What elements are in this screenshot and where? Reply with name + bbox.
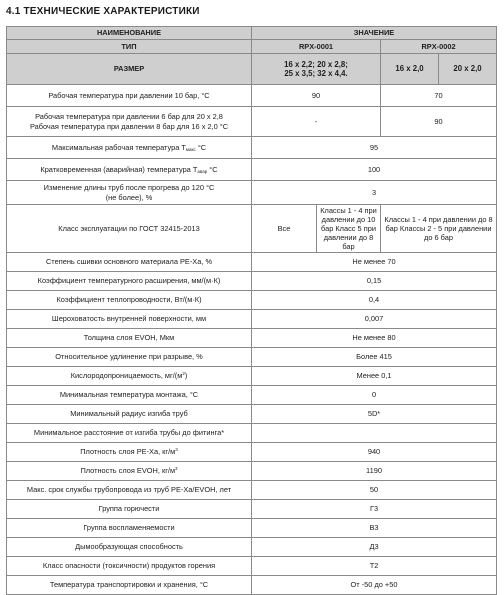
size-rpx-0001: 16 х 2,2; 20 х 2,8; 25 х 3,5; 32 х 4,4.: [252, 54, 381, 85]
table-row: [7, 85, 497, 107]
row-label: Рабочая температура при давлении 10 бар, °С: [7, 85, 252, 107]
table-row: [7, 462, 497, 481]
row-label: Относительное удлинение при разрыве, %: [7, 348, 252, 367]
row-value: 3: [252, 181, 497, 205]
model-rpx-0001: RPX-0001: [252, 40, 381, 54]
row-value: [252, 424, 497, 443]
row-label: Группа горючести: [7, 500, 252, 519]
row-value: Классы 1 - 4 при давлении до 8 бар Классы 2 - 5 при давлении до 6 бар: [381, 205, 497, 253]
table-row: [7, 310, 497, 329]
row-label: Макс. срок службы трубопровода из труб PE-Xa/EVOH, лет: [7, 481, 252, 500]
size-16x2: 16 х 2,0: [381, 54, 439, 85]
size-20x2: 20 х 2,0: [439, 54, 497, 85]
row-value: 90: [252, 85, 381, 107]
row-label: Коэффициент температурного расширения, мм/(м·К): [7, 272, 252, 291]
row-value: -: [252, 107, 381, 137]
row-value: 0,007: [252, 310, 497, 329]
row-value: 95: [252, 137, 497, 159]
row-value: 5D*: [252, 405, 497, 424]
row-value: Менее 0,1: [252, 367, 497, 386]
section-title: 4.1 ТЕХНИЧЕСКИЕ ХАРАКТЕРИСТИКИ: [6, 6, 200, 17]
row-label: Минимальное расстояние от изгиба трубы до фитинга*: [7, 424, 252, 443]
table-row: [7, 538, 497, 557]
row-value: Не менее 80: [252, 329, 497, 348]
table-header-row: [7, 27, 497, 40]
row-value: Г3: [252, 500, 497, 519]
value-header: ЗНАЧЕНИЕ: [252, 27, 497, 40]
row-label: Толщина слоя EVOH, Мкм: [7, 329, 252, 348]
row-value: Т2: [252, 557, 497, 576]
row-value: В3: [252, 519, 497, 538]
type-row: [7, 40, 497, 54]
table-row: [7, 253, 497, 272]
table-row: [7, 424, 497, 443]
table-row: [7, 159, 497, 181]
row-value: Классы 1 - 4 при давлении до 10 бар Класс 5 при давлении до 8 бар: [317, 205, 381, 253]
table-row: [7, 137, 497, 159]
table-row: [7, 500, 497, 519]
table-row: [7, 107, 497, 137]
table-row: [7, 386, 497, 405]
table-row: [7, 205, 497, 253]
row-label: Температура транспортировки и хранения, °С: [7, 576, 252, 595]
model-rpx-0002: RPX-0002: [381, 40, 497, 54]
row-label: Плотность слоя PE-Xa, $кг/м^3$: [7, 443, 252, 462]
row-label: Плотность слоя EVOH, $кг/м^3$: [7, 462, 252, 481]
table-row: [7, 405, 497, 424]
row-value: Более 415: [252, 348, 497, 367]
table-row: [7, 329, 497, 348]
table-row: [7, 367, 497, 386]
row-label: Минимальный радиус изгиба труб: [7, 405, 252, 424]
row-label: Рабочая температура при давлении 6 бар для 20 х 2,8 Рабочая температура при давлении 8 бар для 16 х 2,0 °С: [7, 107, 252, 137]
row-label: Степень сшивки основного материала PE-Xa, %: [7, 253, 252, 272]
row-label: Изменение длины труб после прогрева до 120 °С (не более), %: [7, 181, 252, 205]
row-value: 100: [252, 159, 497, 181]
row-label: Дымообразующая способность: [7, 538, 252, 557]
row-label: Кислородопроницаемость, $мг/(м^2)$: [7, 367, 252, 386]
type-label: ТИП: [7, 40, 252, 54]
row-label: Класс эксплуатации по ГОСТ 32415-2013: [7, 205, 252, 253]
row-value: 70: [381, 85, 497, 107]
row-value: Д3: [252, 538, 497, 557]
size-row: [7, 54, 497, 85]
table-row: [7, 348, 497, 367]
row-value: 90: [381, 107, 497, 137]
table-row: [7, 181, 497, 205]
row-label: Коэффициент теплопроводности, Вт/(м·К): [7, 291, 252, 310]
table-row: [7, 481, 497, 500]
table-row: [7, 291, 497, 310]
row-value: 50: [252, 481, 497, 500]
spec-table: [6, 26, 497, 595]
row-label: Шероховатость внутренней поверхности, мм: [7, 310, 252, 329]
table-row: [7, 443, 497, 462]
row-value: 940: [252, 443, 497, 462]
row-value: Все: [252, 205, 317, 253]
row-value: 0,4: [252, 291, 497, 310]
row-value: Не менее 70: [252, 253, 497, 272]
row-value: 1190: [252, 462, 497, 481]
row-value: От -50 до +50: [252, 576, 497, 595]
row-label: Кратковременная (аварийная) температура $Т_{авар}$ °С: [7, 159, 252, 181]
row-value: 0,15: [252, 272, 497, 291]
row-label: Максимальная рабочая температура $Т_{макс}$ °С: [7, 137, 252, 159]
table-row: [7, 576, 497, 595]
row-label: Группа воспламеняемости: [7, 519, 252, 538]
row-value: 0: [252, 386, 497, 405]
row-label: Минимальная температура монтажа, °С: [7, 386, 252, 405]
name-header: НАИМЕНОВАНИЕ: [7, 27, 252, 40]
table-row: [7, 272, 497, 291]
size-label: РАЗМЕР: [7, 54, 252, 85]
table-row: [7, 557, 497, 576]
row-label: Класс опасности (токсичности) продуктов горения: [7, 557, 252, 576]
table-row: [7, 519, 497, 538]
